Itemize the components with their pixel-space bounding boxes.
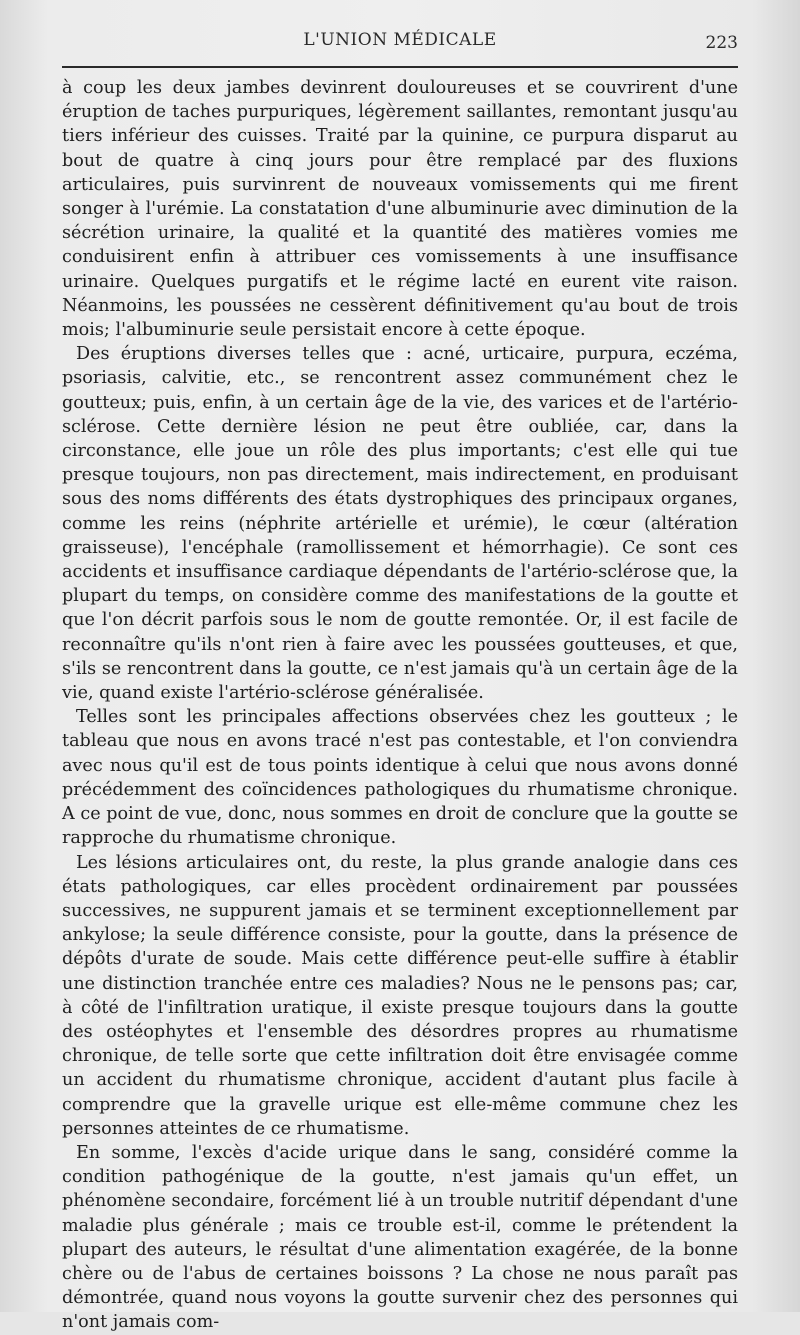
running-title: L'UNION MÉDICALE bbox=[303, 30, 497, 50]
paragraph: En somme, l'excès d'acide urique dans le sang, considéré comme la condition pathogénique de la goutte, n'est jamais qu'un effet, un phénomène secondaire, forcément lié à un trouble nutritif dépendant d'une maladie plus générale ; mais ce trouble est-il, comme le prétendent la plupart des auteurs, le résultat d'une alimentation exagérée, de la bonne chère ou de l'abus de certaines boissons ? La chose ne nous paraît pas démontrée, quand nous voyons la goutte survenir chez des personnes qui n'ont jamais com- bbox=[62, 1142, 738, 1333]
body-text bbox=[62, 76, 738, 1335]
page-number: 223 bbox=[705, 33, 738, 53]
paragraph: Telles sont les principales affections observées chez les goutteux ; le tableau que nous en avons tracé n'est pas contestable, et l'on conviendra avec nous qu'il est de tous points identique à celui que nous avons donné précédemment des coïncidences pathologiques du rhumatisme chronique. A ce point de vue, donc, nous sommes en droit de conclure que la goutte se rapproche du rhumatisme chronique. bbox=[62, 707, 738, 849]
page-header bbox=[62, 30, 738, 62]
header-rule bbox=[62, 66, 738, 68]
paragraph: à coup les deux jambes devinrent douloureuses et se couvrirent d'une éruption de taches purpuriques, légèrement saillantes, remontant jusqu'au tiers inférieur des cuisses. Traité par la quinine, ce purpura disparut au bout de quatre à cinq jours pour être remplacé par des fluxions articulaires, puis survinrent de nouveaux vomissements qui me firent songer à l'urémie. La constatation d'une albuminurie avec diminution de la sécrétion urinaire, la qualité et la quantité des matières vomies me conduisirent enfin à attribuer ces vomissements à une insuffisance urinaire. Quelques purgatifs et le régime lacté en eurent vite raison. Néanmoins, les poussées ne cessèrent définitivement qu'au bout de trois mois; l'albuminurie seule persistait encore à cette époque. bbox=[62, 78, 738, 341]
paragraph: Des éruptions diverses telles que : acné, urticaire, purpura, eczéma, psoriasis, calvitie, etc., se rencontrent assez communément chez le goutteux; puis, enfin, à un certain âge de la vie, des varices et de l'artério-sclérose. Cette dernière lésion ne peut être oubliée, car, dans la circonstance, elle joue un rôle des plus importants; c'est elle qui tue presque toujours, non pas directement, mais indirectement, en produisant sous des noms différents des états dystrophiques des principaux organes, comme les reins (néphrite artérielle et urémie), le cœur (altération graisseuse), l'encéphale (ramollissement et hémorrhagie). Ce sont ces accidents et insuffisance cardiaque dépendants de l'artério-sclérose que, la plupart du temps, on considère comme des manifestations de la goutte et que l'on décrit parfois sous le nom de goutte remontée. Or, il est facile de reconnaître qu'ils n'ont rien à faire avec les poussées goutteuses, et que, s'ils se rencontrent dans la goutte, ce n'est jamais qu'à un certain âge de la vie, quand existe l'artério-sclérose généralisée. bbox=[62, 344, 738, 704]
paragraph: Les lésions articulaires ont, du reste, la plus grande analogie dans ces états pathologiques, car elles procèdent ordinairement par poussées successives, ne suppurent jamais et se terminent exceptionnellement par ankylose; la seule différence consiste, pour la goutte, dans la présence de dépôts d'urate de soude. Mais cette différence peut-elle suffire à établir une distinction tranchée entre ces maladies? Nous ne le pensons pas; car, à côté de l'infiltration uratique, il existe presque toujours dans la goutte des ostéophytes et l'ensemble des désordres propres au rhumatisme chronique, de telle sorte que cette infiltration doit être envisagée comme un accident du rhumatisme chronique, accident d'autant plus facile à comprendre que la gravelle urique est elle-même commune chez les personnes atteintes de ce rhumatisme. bbox=[62, 852, 738, 1139]
